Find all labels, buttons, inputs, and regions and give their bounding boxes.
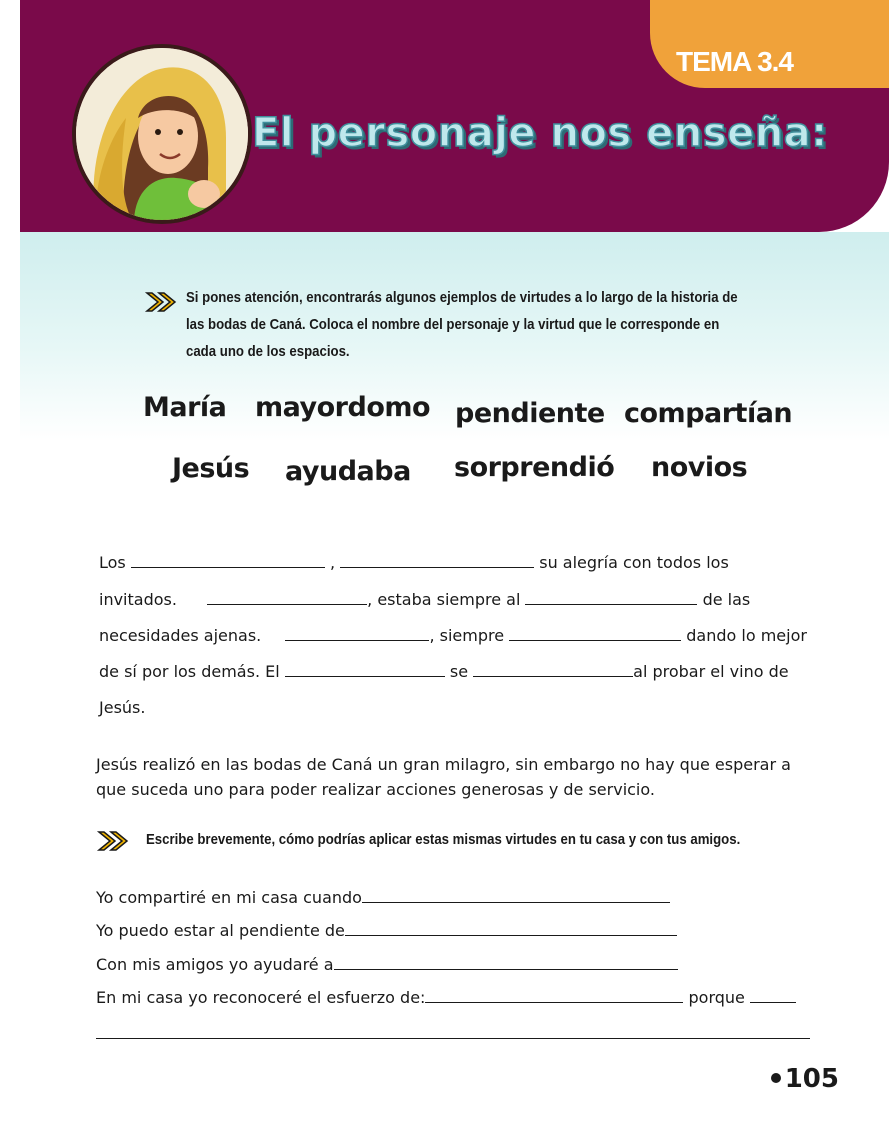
word-bank-item: pendiente (455, 398, 605, 429)
answer-blank[interactable] (334, 955, 678, 970)
answer-blank[interactable] (750, 988, 796, 1003)
fill-line-3 (99, 626, 807, 645)
prompt-text: Con mis amigos yo ayudaré a (96, 955, 334, 974)
fill-text: de las (702, 590, 751, 609)
fill-text: se (449, 662, 469, 681)
paragraph: Jesús realizó en las bodas de Caná un gran milagro, sin embargo no hay que esperar a que suceda uno para poder realizar acciones generosas y de servicio. (96, 755, 791, 799)
fill-text: al probar el vino de (633, 662, 789, 681)
instruction-text: Escribe brevemente, cómo podrías aplicar estas mismas virtudes en tu casa y con tus amigos. (146, 831, 741, 848)
double-chevron-icon (144, 290, 178, 314)
answer-blank[interactable] (509, 626, 681, 641)
answer-blank[interactable] (340, 553, 534, 568)
fill-text: , estaba siempre al (367, 590, 521, 609)
page-number (771, 1064, 839, 1094)
word-bank-item: novios (651, 452, 748, 483)
answer-blank[interactable] (285, 626, 429, 641)
answer-blank[interactable] (525, 590, 697, 605)
maria-portrait (72, 44, 252, 224)
answer-blank[interactable] (207, 590, 367, 605)
word-bank-item: Jesús (172, 453, 250, 484)
prompt-line (96, 955, 678, 974)
fill-line-5 (99, 698, 145, 717)
answer-blank[interactable] (345, 921, 677, 936)
answer-blank[interactable] (285, 662, 445, 677)
fill-text: , siempre (429, 626, 505, 645)
prompt-line (96, 988, 796, 1007)
fill-text: su alegría con todos los (539, 553, 729, 572)
fill-text: necesidades ajenas. (99, 626, 262, 645)
answer-blank-full-line[interactable] (96, 1038, 810, 1039)
page-number-text: 105 (784, 1064, 839, 1094)
double-chevron-icon (96, 829, 130, 853)
word-bank-item: compartían (624, 398, 793, 429)
fill-line-2 (99, 590, 750, 609)
prompt-line (96, 888, 670, 907)
prompt-text: Yo compartiré en mi casa cuando (96, 888, 362, 907)
page-title: El personaje nos enseña: (252, 110, 828, 156)
answer-blank[interactable] (131, 553, 325, 568)
word-bank-item: mayordomo (255, 392, 431, 423)
instruction-text: Si pones atención, encontrarás algunos ejemplos de virtudes a lo largo de la historia de las bodas de Caná. Coloca el nombre del personaje y la virtud que le corresponde en cada uno de los espacios. (186, 289, 738, 360)
word-bank-item: María (143, 392, 227, 423)
prompt-text: En mi casa yo reconoceré el esfuerzo de: (96, 988, 426, 1007)
fill-text: Jesús. (99, 698, 146, 717)
fill-text: dando lo mejor (686, 626, 807, 645)
maria-illustration (76, 48, 248, 220)
word-bank-item: sorprendió (454, 452, 615, 483)
answer-blank[interactable] (425, 988, 683, 1003)
bullet-dot-icon (771, 1073, 781, 1083)
fill-text: de sí por los demás. El (99, 662, 280, 681)
fill-line-1 (99, 553, 729, 572)
fill-text: invitados. (99, 590, 177, 609)
fill-line-4 (99, 662, 789, 681)
word-bank-item: ayudaba (285, 456, 411, 487)
prompt-text: porque (688, 988, 745, 1007)
fill-text: Los (99, 553, 126, 572)
prompt-line (96, 921, 677, 940)
tema-label: TEMA 3.4 (676, 46, 793, 77)
fill-text: , (329, 553, 336, 572)
prompt-text: Yo puedo estar al pendiente de (96, 921, 345, 940)
answer-blank[interactable] (362, 888, 670, 903)
answer-blank[interactable] (473, 662, 633, 677)
